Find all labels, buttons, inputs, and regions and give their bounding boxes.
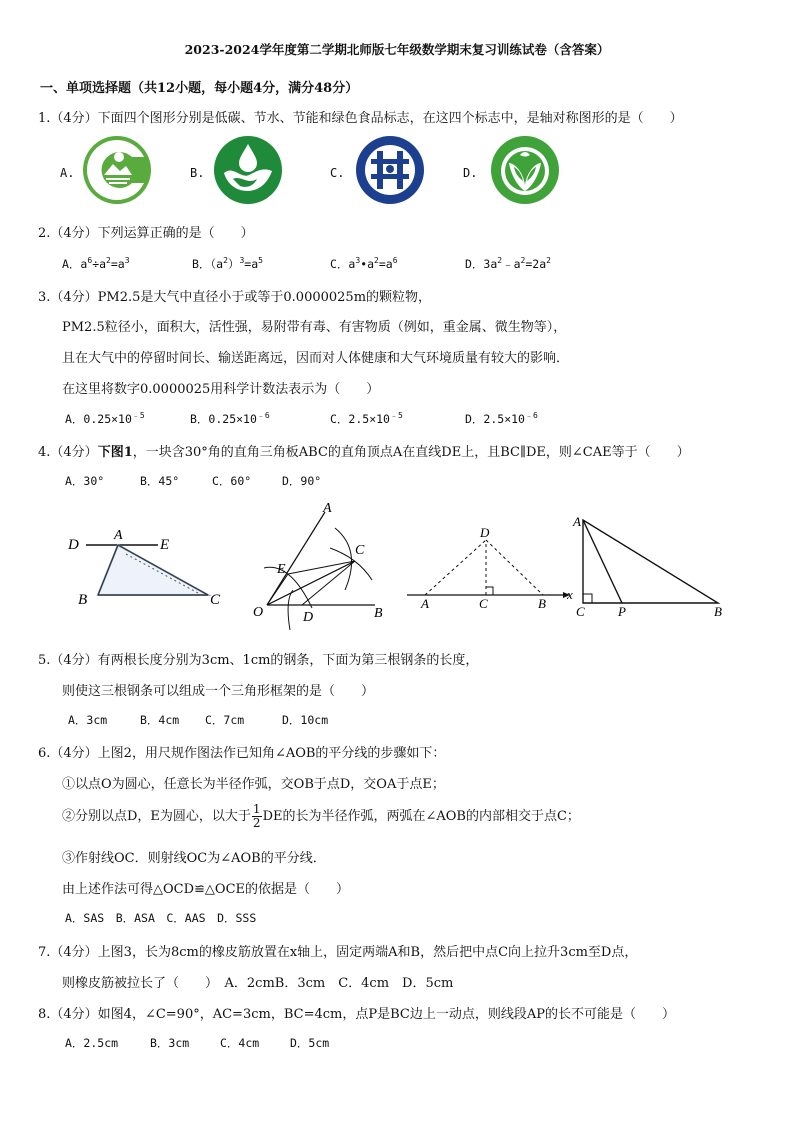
q8-stem: 8.（4分）如图4，∠C=90°，AC=3cm，BC=4cm，点P是BC边上一动点，则线段AP的长不可能是（ ） [38,1007,675,1022]
fig3-label-c: C [479,596,488,611]
q1-label-a: A. [60,166,75,180]
q1-label-d: D. [463,166,478,180]
q2-option-c[interactable]: C．$a^3•a^2=a^6$ [330,256,398,271]
q5-line1: 5.（4分）有两根长度分别为3cm、1cm的钢条，下面为第三根钢条的长度， [38,653,479,668]
page-title: 2023-2024学年度第二学期北师版七年级数学期末复习训练试卷（含答案） [184,42,610,57]
q4-stem: 4.（4分）下图1，一块含30°角的直角三角板ABC的直角顶点A在直线DE上，且BC∥DE，则∠CAE等于（ ） [38,445,690,460]
lowcarbon-logo-icon [82,135,152,205]
q4-option-d[interactable]: D．90° [282,474,322,488]
fig2-label-o: O [253,605,264,620]
q3-line4: 在这里将数字0.0000025用科学计数法表示为（ ） [62,382,380,397]
q5-line2: 则使这三根钢条可以组成一个三角形框架的是（ ） [62,684,375,699]
fig1-label-d: D [68,537,79,553]
fig2-label-a: A [323,501,332,516]
q5-option-a[interactable]: A．3cm [68,713,108,727]
q5-option-c[interactable]: C．7cm [205,713,245,727]
fig4-label-p: P [618,604,626,619]
q4-option-c[interactable]: C．60° [212,474,252,488]
q8-option-c[interactable]: C．4cm [220,1036,260,1050]
q6-options[interactable]: A．SAS B．ASA C．AAS D．SSS [65,911,257,925]
q8-option-b[interactable]: B．3cm [150,1036,190,1050]
q7-line2: 则橡皮筋被拉长了（ ） A．2cmB．3cm C．4cm D．5cm [62,976,454,991]
figure-1 [60,520,240,615]
fig1-label-a: A [114,528,123,543]
q3-option-b[interactable]: B．$0.25\times 10^{﹣6}$ [190,411,270,426]
fig3-label-b: B [538,596,546,611]
q3-line2: PM2.5粒径小，面积大，活性强，易附带有毒、有害物质（例如，重金属、微生物等）， [62,320,567,335]
fig3-label-a: A [421,596,429,611]
q3-option-d[interactable]: D．$2.5\times 10^{﹣6}$ [465,411,538,426]
q5-option-d[interactable]: D．10cm [282,713,329,727]
fig2-label-e: E [277,562,286,577]
greenfood-logo-icon [490,135,560,205]
fig2-label-d: D [303,610,314,625]
q6-step2: ②分别以点D，E为圆心，以大于 $\frac{1}{2}$ DE的长为半径作弧，两弧在∠AOB的内部相交于点C； [62,802,580,830]
q1-stem: 1.（4分）下面四个图形分别是低碳、节水、节能和绿色食品标志，在这四个标志中，是轴对称图形的是（ ） [38,111,683,126]
q2-option-d[interactable]: D．$3a^2﹣a^2=2a^2$ [465,256,551,271]
q4-option-b[interactable]: B．45° [140,474,180,488]
figure-2 [250,500,400,630]
figure-4 [570,510,735,620]
q6-line1: 6.（4分）上图2，用尺规作图法作已知角∠AOB的平分线的步骤如下： [38,746,446,761]
watersave-logo-icon [213,135,283,205]
q3-line3: 且在大气中的停留时间长、输送距离远，因而对人体健康和大气环境质量有较大的影响． [62,351,570,366]
fig2-label-c: C [355,543,365,558]
q6-step3: ③作射线OC．则射线OC为∠AOB的平分线． [62,851,326,866]
q2-option-a[interactable]: A．$a^6\div a^2=a^3$ [62,256,130,271]
fig4-label-b: B [714,604,722,619]
q1-label-c: C. [330,166,345,180]
q3-line1: 3.（4分）PM2.5是大气中直径小于或等于0.0000025m的颗粒物， [38,290,432,305]
q4-option-a[interactable]: A．30° [65,474,105,488]
q2-option-b[interactable]: B．$(a^2)^3=a^5$ [192,256,263,271]
fig1-label-c: C [210,592,221,608]
q7-line1: 7.（4分）上图3，长为8cm的橡皮筋放置在x轴上，固定两端A和B，然后把中点C向上拉升3cm至D点， [38,945,638,960]
fig1-label-e: E [160,537,170,553]
fig4-label-c: C [576,604,585,619]
q8-option-d[interactable]: D．5cm [290,1036,330,1050]
q3-option-c[interactable]: C．$2.5\times 10^{﹣5}$ [330,411,403,426]
q5-option-b[interactable]: B．4cm [140,713,180,727]
fig4-label-a: A [573,514,581,529]
figure-3 [405,522,580,614]
q1-label-b: B. [190,166,205,180]
q8-option-a[interactable]: A．2.5cm [65,1036,119,1050]
energy-logo-icon [355,135,425,205]
q6-step1: ①以点O为圆心，任意长为半径作弧，交OB于点D，交OA于点E； [62,777,445,792]
fig1-label-b: B [78,592,88,608]
q2-stem: 2.（4分）下列运算正确的是（ ） [38,226,254,241]
fig3-label-x: x [567,587,573,602]
section-heading: 一、单项选择题（共12小题，每小题4分，满分48分） [40,81,359,96]
q6-line5: 由上述作法可得△OCD≌△OCE的依据是（ ） [62,882,350,897]
fig3-label-d: D [480,525,490,540]
fraction-half: $\frac{1}{2}$ [252,802,261,830]
fig2-label-b: B [374,606,383,621]
q3-option-a[interactable]: A．$0.25\times 10^{﹣5}$ [65,411,145,426]
